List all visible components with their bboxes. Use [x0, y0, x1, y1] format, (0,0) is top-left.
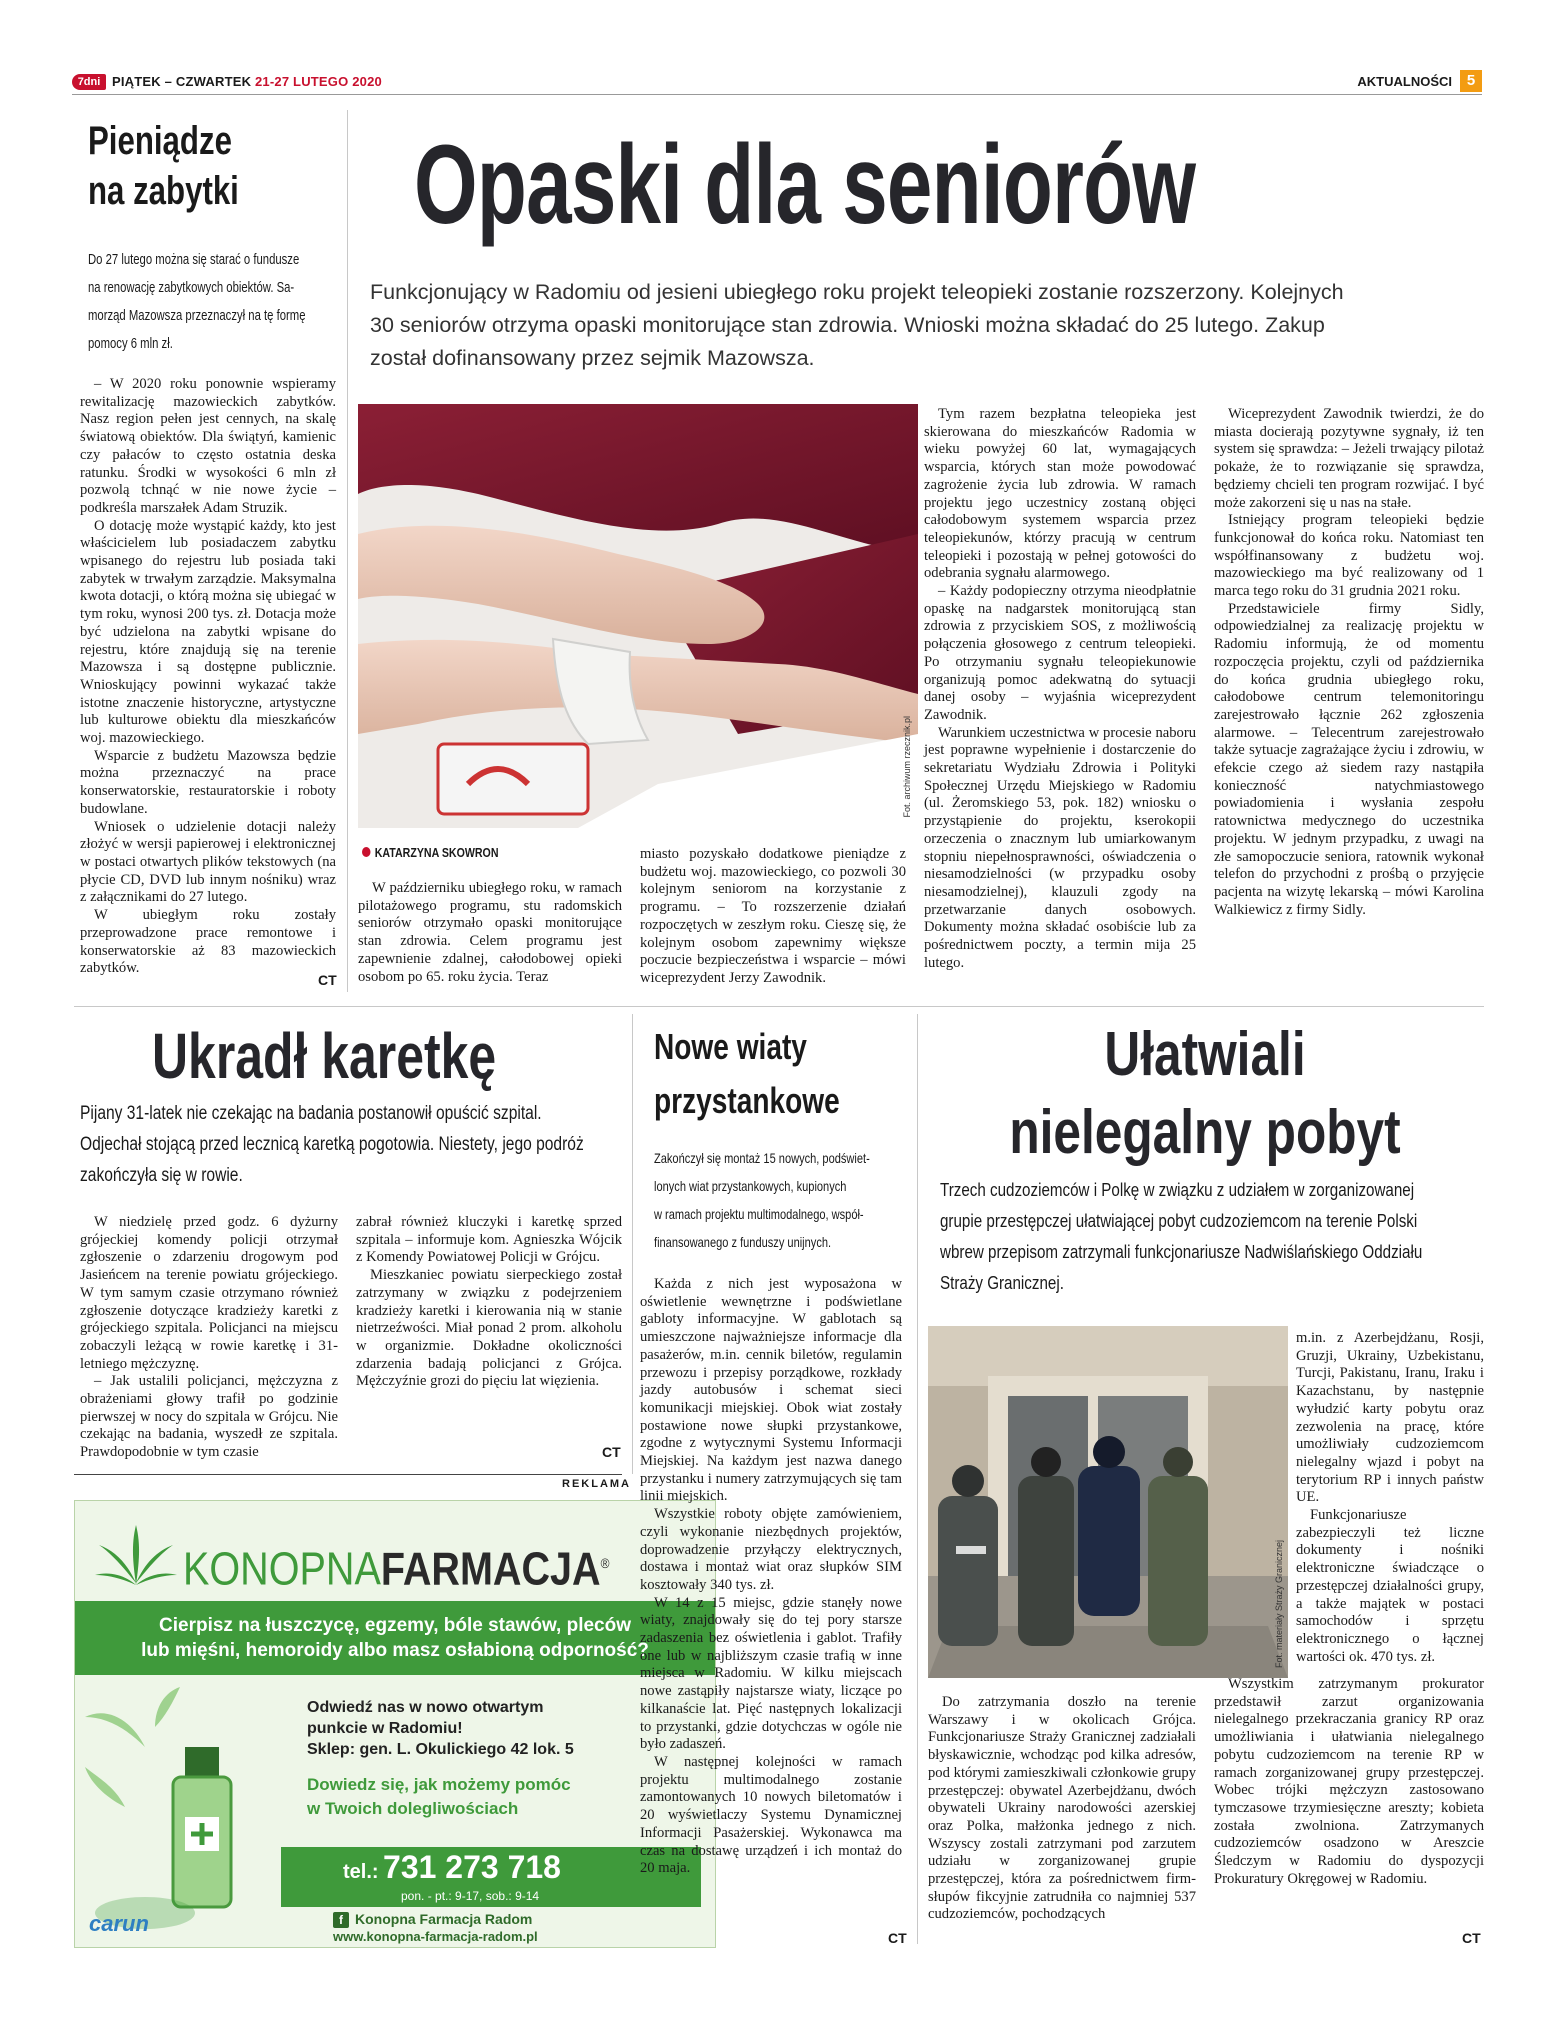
pobyt-lead — [940, 1174, 1481, 1298]
opaski-photo-credit: Fot. archiwum rzecznik.pl — [902, 716, 912, 818]
wiaty-paragraph: Wszystkie roboty objęte zamówieniem, czyli wykonanie niezbędnych projektów, doprowadzenie przyłączy elektrycznych, dostawa i montaż wiat oraz słupków SIM kosztowały 340 tys. zł. — [640, 1506, 902, 1593]
ad-help-line: w Twoich dolegliwościach — [307, 1799, 519, 1818]
ad-phone-number[interactable]: 731 273 718 — [383, 1849, 561, 1885]
karetka-paragraph: zabrał również kluczyki i karetkę sprzed szpitala – informuje kom. Agnieszka Wójcik z Komendy Powiatowej Policji w Grójcu. — [356, 1214, 622, 1266]
zabytki-lead-line: Do 27 lutego można się starać o fundusze — [88, 252, 300, 268]
ad-visit-line: punkcie w Radomiu! — [307, 1720, 463, 1737]
pobyt-paragraph: Do zatrzymania doszło na terenie Warszawy i w okolicach Grójca. Funkcjonariusze Straży Granicznej zadziałali błyskawicznie, wchodząc pod kilka adresów, pod którymi zamieszkiwali członkowie grupy przestępczej: obywatel Azerbejdżanu, dwóch obywateli Ukrainy narodowości azerskiej oraz Polka, małżonka jednego z nich. Wszyscy zostali zatrzymani pod zarzutem udziału w zorganizowanej grupie przestępczej, która za pośrednictwem firm-słupów fikcyjnie zatrudniła co najmniej 537 cudzoziemców, pochodzących — [928, 1694, 1196, 1923]
opaski-title: Opaski dla seniorów — [414, 122, 1196, 247]
karetka-signature: CT — [602, 1444, 621, 1460]
opaski-photo — [358, 404, 918, 828]
karetka-lead — [80, 1098, 703, 1191]
zabytki-lead — [88, 246, 345, 358]
opaski-paragraph: Tym razem bezpłatna teleopieka jest skierowana do mieszkańców Radomia w wieku powyżej 60 lat, wymagających wsparcia, których stan może powodować zagrożenie życia lub zdrowia. W ramach projektu jego uczestnicy zostaną objęci całodobowym systemem wsparcia przez teleopiekunów, którzy pracują w centrum teleopieki i pozostają w pełnej gotowości do odebrania sygnału alarmowego. — [924, 406, 1196, 582]
ad-brand — [183, 1537, 610, 1594]
pobyt-title-line: nielegalny pobyt — [1009, 1098, 1401, 1167]
section-name: AKTUALNOŚCI — [1357, 74, 1452, 89]
wiaty-lead-line: Zakończył się montaż 15 nowych, podświet- — [654, 1150, 870, 1166]
issue-dayrange: PIĄTEK – CZWARTEK — [112, 74, 252, 89]
pobyt-photo-credit: Fot. materiały Straży Granicznej — [1274, 1539, 1284, 1668]
opaski-col2 — [640, 846, 906, 988]
ad-facebook-label: Konopna Farmacja Radom — [355, 1911, 533, 1927]
zabytki-signature: CT — [318, 972, 337, 988]
wiaty-lead-line: w ramach projektu multimodalnego, współ- — [654, 1206, 864, 1222]
opaski-lead — [370, 276, 1490, 375]
pobyt-paragraph: Wszystkim zatrzymanym prokurator przedstawił zarzut organizowania nielegalnego przekraczania granicy RP oraz umożliwiania i ułatwiania nielegalnego pobytu cudzoziemcom na terenie RP w ramach zorganizowanej grupy przestępczej. Wobec trójki mężczyzn zastosowano tymczasowe trzymiesięczne areszty; kobieta została zwolniona. Zatrzymanych cudzoziemców osadzono w Areszcie Śledczym w Radomiu do dyspozycji Prokuratury Okręgowej w Radomiu. — [1214, 1676, 1484, 1887]
ad-brand-part2: FARMACJA — [380, 1542, 601, 1595]
ad-help-line: Dowiedz się, jak możemy pomóc — [307, 1775, 571, 1794]
pobyt-col-bottom-right — [1214, 1676, 1484, 1888]
opaski-col1 — [358, 880, 622, 986]
pobyt-lead-line: wbrew przepisom zatrzymali funkcjonariusze Nadwiślańskiego Oddziału — [940, 1241, 1423, 1262]
zabytki-body — [80, 376, 336, 978]
ad-banner-text — [75, 1613, 715, 1663]
section-divider — [74, 1006, 1484, 1007]
opaski-lead-line: Funkcjonujący w Radomiu od jesieni ubiegłego roku projekt teleopieki zostanie rozszerzony. Kolejnych — [370, 280, 1344, 304]
opaski-col3 — [924, 406, 1196, 973]
karetka-title: Ukradł karetkę — [152, 1020, 497, 1092]
page-number: 5 — [1460, 70, 1482, 92]
opaski-paragraph: Przedstawiciele firmy Sidly, odpowiedzialnej za realizację projektu w Radomiu informują, że od momentu rozpoczęcia projektu, czyli od października do końca grudnia ubiegłego roku, całodobowe centrum telemonitoringu zarejestrowało łącznie 262 zgłoszenia alarmowe. – Telecentrum zarejestrowało także sytuacje zagrażające życiu i zdrowiu, w efekcie czego aż siedem razy nastąpiła konieczność natychmiastowego powiadomienia i wysłania zespołu ratownictwa medycznego do uczestnika projektu. W jednym przypadku, z uwagi na złe samopoczucie seniora, ratownik wykonał telefon do przychodni z prośbą o przyjęcie pacjenta na wizytę lekarską – mówi Karolina Walkiewicz z firmy Sidly. — [1214, 600, 1484, 918]
ad-brand-part1: KONOPNA — [183, 1542, 381, 1595]
karetka-col1 — [80, 1214, 338, 1462]
karetka-lead-line: Pijany 31-latek nie czekając na badania postanowił opuścić szpital. — [80, 1103, 542, 1124]
opaski-paragraph: Istniejący program teleopieki będzie funkcjonował do końca roku. Natomiast ten współfinansowany z budżetu woj. mazowieckiego ma być realizowany od 1 marca tego roku do 31 grudnia 2021 roku. — [1214, 512, 1484, 600]
karetka-paragraph: – Jak ustalili policjanci, mężczyzna z obrażeniami głowy trafił po godzinie pierwszej w nocy do szpitala w Grójcu. Nie czekając na badania, wyszedł ze szpitala. Prawdopodobnie w tym czasie — [80, 1373, 338, 1461]
reklama-label: REKLAMA — [562, 1478, 631, 1490]
karetka-lead-line: Odjechał stojącą przed lecznicą karetką pogotowia. Niestety, jego podróż — [80, 1134, 584, 1155]
pobyt-lead-line: Straży Granicznej. — [940, 1272, 1064, 1293]
ad-help — [307, 1773, 571, 1821]
zabytki-paragraph: W ubiegłym roku zostały przeprowadzone prace remontowe i konserwatorskie aż 83 mazowieckich zabytków. — [80, 907, 336, 977]
wiaty-lead — [654, 1144, 915, 1256]
pobyt-title-line: Ułatwiali — [1104, 1020, 1306, 1089]
opaski-paragraph: Warunkiem uczestnictwa w procesie naboru jest poprawne wypełnienie i dostarczenie do sekretariatu Wydziału Zdrowia i Polityki Społecznej Urzędu Miejskiego w Radomiu (ul. Żeromskiego 53, pok. 182) wniosku o przystąpienie do projektu, kserokopii orzeczenia o znacznym lub umiarkowanym stopniu niepełnosprawności, oświadczenia o niesamodzielności (w przypadku osoby niesamodzielnej), klauzuli zgody na przetwarzanie danych osobowych. Dokumenty można składać osobiście lub za pośrednictwem poczty, a termin mija 25 lutego. — [924, 724, 1196, 971]
ad-visit-line: Odwiedź nas w nowo otwartym — [307, 1699, 544, 1716]
pobyt-title — [930, 1016, 1480, 1172]
wiaty-paragraph: W 14 z 15 miejsc, gdzie stanęły nowe wiaty, znajdowały się do tej pory starsze zadaszenia bez oświetlenia i gablot. Trafiły one lub w najbliższym czasie trafią w inne miejsca w Radomiu. W kilku miejscach nowe zastąpiły najstarsze wiaty, liczące po kilkanaście lat. Pięć następnych lokalizacji to przystanki, gdzie dotychczas w ogóle nie było zadaszeń. — [640, 1594, 902, 1753]
ad-facebook[interactable] — [333, 1911, 532, 1928]
ad-banner-line: lub mięśni, hemoroidy albo masz osłabioną odporność? — [141, 1640, 649, 1661]
pobyt-col-right — [1296, 1330, 1484, 1666]
wiaty-title — [654, 1020, 911, 1128]
opaski-paragraph: W październiku ubiegłego roku, w ramach pilotażowego programu, stu radomskich seniorów otrzymało opaski monitorujące stan zdrowia. Celem programu jest zapewnienie zdalnej, całodobowej opieki osobom po 65. roku życia. Teraz — [358, 880, 622, 985]
facebook-icon: f — [333, 1912, 349, 1928]
karetka-paragraph: W niedzielę przed godz. 6 dyżurny grójeckiej komendy policji otrzymał zgłoszenie o zdarzeniu drogowym pod Jasieńcem na terenie powiatu grójeckiego. W tym samym czasie otrzymano również zgłoszenie dotyczące kradzieży karetki z grójeckiego szpitala. Policjanci na miejscu zobaczyli leżącą w rowie karetkę i 31-letniego mężczyznę. — [80, 1214, 338, 1372]
cbd-oil-bottle-illustration — [85, 1687, 285, 1937]
pobyt-signature: CT — [1462, 1930, 1481, 1946]
wiaty-body — [640, 1276, 902, 1878]
column-divider — [917, 1014, 918, 1944]
zabytki-paragraph: O dotację może wystąpić każdy, kto jest właścicielem lub posiadaczem zabytku wpisanego do rejestru lub posiada taki zabytek w trwałym zarządzie. Maksymalna kwota dotacji, o którą można się ubiegać w tym roku, wynosi 200 tys. zł. Dotacja może być udzielona na zabytki wpisane do rejestru, które znajdują się na terenie Mazowsza i są dostępne publicznie. Wnioskujący powinni wykazać także istotne znaczenie historyczne, artystyczne lub kulturowe obiektu dla mieszkańców woj. mazowieckiego. — [80, 517, 336, 747]
konopna-farmacja-ad[interactable] — [74, 1500, 716, 1948]
opaski-paragraph: miasto pozyskało dodatkowe pieniądze z budżetu woj. mazowieckiego, co pozwoli 30 kolejnym seniorom na korzystanie z programu. – To rozszerzenie działań rozpoczętych w zeszłym roku. Cieszę się, że kolejnym osobom zapewnimy większe poczucie bezpieczeństwa i wsparcie – mówi wiceprezydent Jerzy Zawodnik. — [640, 846, 906, 986]
karetka-lead-line: zakończyła się w rowie. — [80, 1165, 243, 1186]
opaski-author — [362, 846, 499, 860]
opaski-paragraph: – Każdy podopieczny otrzyma nieodpłatnie opaskę na nadgarstek monitorującą stan zdrowia z przyciskiem SOS, z możliwością połączenia głosowego z centrum teleopieki. Po otrzymaniu sygnału teleopiekunowie organizują pomoc adekwatną do sytuacji danej osoby – wyjaśnia wiceprezydent Zawodnik. — [924, 583, 1196, 723]
ad-brand-registered: ® — [600, 1555, 610, 1571]
opaski-lead-line: został dofinansowany przez sejmik Mazowsza. — [370, 346, 815, 370]
wiaty-lead-line: lonych wiat przystankowych, kupionych — [654, 1178, 847, 1194]
pobyt-lead-line: Trzech cudzoziemców i Polkę w związku z udziałem w zorganizowanej — [940, 1179, 1415, 1200]
issue-date — [112, 74, 382, 89]
opaski-author-name: KATARZYNA SKOWRON — [374, 846, 499, 860]
ad-website[interactable]: www.konopna-farmacja-radom.pl — [333, 1929, 538, 1944]
pobyt-lead-line: grupie przestępczej ułatwiającej pobyt cudzoziemcom na terenie Polski — [940, 1210, 1418, 1231]
opaski-paragraph: Wiceprezydent Zawodnik twierdzi, że do miasta docierają pozytywne sygnały, iż ten system się sprawdza: – Jeżeli trwający pilotaż pokaże, że to rozwiązanie się sprawdza, będziemy chcieli ten program rozwijać. I być może zakorzeni się u nas na stałe. — [1214, 406, 1484, 511]
opaski-col4 — [1214, 406, 1484, 919]
cannabis-leaf-icon — [93, 1523, 179, 1591]
ad-banner-line: Cierpisz na łuszczycę, egzemy, bóle stawów, pleców — [159, 1615, 631, 1636]
zabytki-lead-line: pomocy 6 mln zł. — [88, 336, 173, 352]
carun-logo: carun — [89, 1911, 149, 1936]
zabytki-title — [88, 116, 345, 216]
pobyt-paragraph: Funkcjonariusze zabezpieczyli też liczne dokumenty i nośniki elektroniczne świadczące o przestępczej działalności grupy, a także majątek w postaci samochodów i sprzętu elektronicznego o łącznej wartości ok. 470 tys. zł. — [1296, 1507, 1484, 1665]
zabytki-paragraph: Wsparcie z budżetu Mazowsza będzie można przeznaczyć na prace konserwatorskie, restauratorskie i roboty budowlane. — [80, 747, 336, 817]
karetka-col2 — [356, 1214, 622, 1391]
wiaty-title-line: przystankowe — [654, 1080, 840, 1121]
wiaty-title-line: Nowe wiaty — [654, 1026, 807, 1067]
zabytki-title-line2: na zabytki — [88, 169, 239, 213]
ad-phone[interactable] — [343, 1849, 561, 1886]
karetka-paragraph: Mieszkaniec powiatu sierpeckiego został zatrzymany w związku z podejrzeniem kradzieży karetki i kierowania nią w stanie nietrzeźwości. Miał ponad 2 prom. alkoholu w organizmie. Dokładne okoliczności zdarzenia badają policjanci z Grójca. Mężczyźnie grozi do pięciu lat więzienia. — [356, 1267, 622, 1390]
zabytki-paragraph: Wniosek o udzielenie dotacji należy złożyć w wersji papierowej i elektronicznej w postaci otwartych plików tekstowych (na płycie CD, DVD lub innym nośniku) wraz z załącznikami do 27 lutego. — [80, 818, 336, 906]
ad-divider — [74, 1474, 622, 1475]
column-divider — [632, 1014, 633, 1474]
zabytki-lead-line: morząd Mazowsza przeznaczył na tę formę — [88, 308, 306, 324]
column-divider — [347, 110, 348, 992]
pobyt-paragraph: m.in. z Azerbejdżanu, Rosji, Gruzji, Ukrainy, Uzbekistanu, Turcji, Pakistanu, Iranu, Iraku i Kazachstanu, by następnie wyłudzić karty pobytu oraz zezwolenia na pracę, które umożliwiały cudzoziemcom nielegalny wjazd i pobyt na terytorium RP i innych państw UE. — [1296, 1330, 1484, 1506]
wristband-photo-illustration — [358, 404, 918, 828]
pobyt-photo — [928, 1326, 1288, 1678]
ad-phone-label: tel.: — [343, 1861, 379, 1883]
pobyt-col-bottom-left — [928, 1694, 1196, 1924]
ad-visit — [307, 1697, 574, 1760]
newspaper-logo: 7dni — [72, 74, 106, 90]
zabytki-title-line1: Pieniądze — [88, 119, 232, 163]
ad-hours: pon. - pt.: 9-17, sob.: 9-14 — [401, 1889, 540, 1903]
ad-store-address: Sklep: gen. L. Okulickiego 42 lok. 5 — [307, 1741, 574, 1758]
issue-daterange: 21-27 LUTEGO 2020 — [255, 74, 382, 89]
wiaty-signature: CT — [888, 1930, 907, 1946]
border-guard-photo-illustration — [928, 1326, 1288, 1678]
zabytki-paragraph: – W 2020 roku ponownie wspieramy rewitalizację mazowieckich zabytków. Nasz region pełen jest cennych, na skalę światową obiektów. Dla świątyń, kamienic czy pałaców to często ostatnia deska ratunku. Środki w wysokości 6 mln zł pozwolą tchnąć w nie nowe życie – podkreśla marszałek Adam Struzik. — [80, 376, 336, 516]
wiaty-paragraph: W następnej kolejności w ramach projektu multimodalnego zostanie zamontowanych 10 nowych biletomatów i 20 wyświetlaczy Systemu Dynamicznej Informacji Pasażerskiej. Wykonawca ma czas na dostawę urządzeń i ich montaż do 20 maja. — [640, 1753, 902, 1877]
zabytki-lead-line: na renowację zabytkowych obiektów. Sa- — [88, 280, 295, 296]
wiaty-paragraph: Każda z nich jest wyposażona w oświetlenie wewnętrzne i podświetlane gabloty informacyjne. W gablotach są umieszczone najważniejsze informacje dla pasażerów, m.in. cennik biletów, regulamin przewozu i przepisy porządkowe, rozkłady jazdy autobusów i schemat sieci komunikacji miejskiej. Obok wiat zostały postawione nowe słupki przystankowe, zgodne z wytycznymi Systemu Informacji Miejskiej. Na każdym jest nazwa danego przystanku i numery zatrzymujących się tam linii miejskich. — [640, 1276, 902, 1505]
author-dot-icon — [362, 847, 371, 857]
wiaty-lead-line: finansowanego z funduszy unijnych. — [654, 1234, 832, 1250]
opaski-lead-line: 30 seniorów otrzyma opaski monitorujące stan zdrowia. Wnioski można składać do 25 lutego. Zakup — [370, 313, 1325, 337]
